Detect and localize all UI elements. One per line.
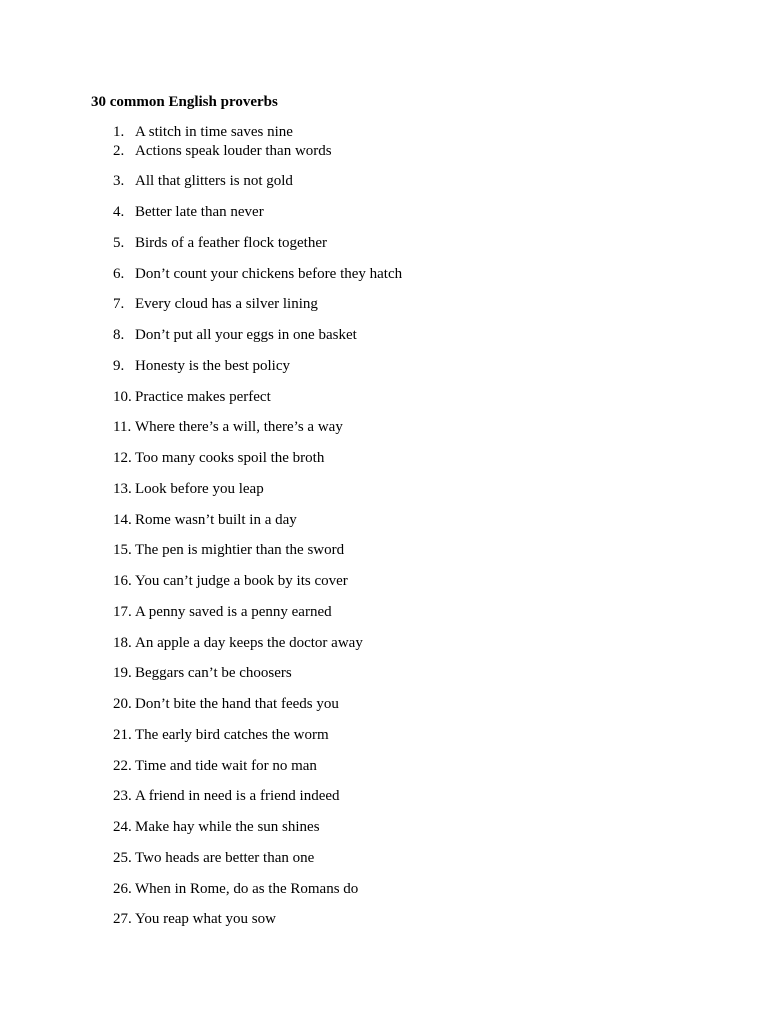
list-item-text: Too many cooks spoil the broth <box>135 450 325 466</box>
list-item-text: Better late than never <box>135 204 264 220</box>
list-item-number: 5. <box>113 235 125 251</box>
list-item-number: 19. <box>113 665 132 681</box>
list-item-number: 3. <box>113 173 125 189</box>
list-item <box>113 849 314 867</box>
list-item <box>113 265 402 283</box>
list-item-text: An apple a day keeps the doctor away <box>135 635 363 651</box>
list-item-number: 23. <box>113 788 132 804</box>
list-item-text: Rome wasn’t built in a day <box>135 512 297 528</box>
list-item-number: 22. <box>113 758 132 774</box>
list-item <box>113 388 271 406</box>
list-item <box>113 511 297 529</box>
list-item <box>113 695 339 713</box>
list-item-number: 14. <box>113 512 132 528</box>
list-item-number: 16. <box>113 573 132 589</box>
list-item-text: Where there’s a will, there’s a way <box>135 419 343 435</box>
list-item-text: Two heads are better than one <box>135 850 315 866</box>
list-item-number: 2. <box>113 143 125 159</box>
list-item <box>113 787 340 805</box>
list-item-text: Practice makes perfect <box>135 389 271 405</box>
list-item-number: 13. <box>113 481 132 497</box>
list-item-number: 8. <box>113 327 125 343</box>
list-item <box>113 757 317 775</box>
list-item-text: A penny saved is a penny earned <box>135 604 332 620</box>
list-item-text: Don’t put all your eggs in one basket <box>135 327 357 343</box>
list-item-number: 18. <box>113 635 132 651</box>
list-item-number: 10. <box>113 389 132 405</box>
list-item-number: 7. <box>113 296 125 312</box>
list-item-text: Honesty is the best policy <box>135 358 290 374</box>
list-item-text: Don’t count your chickens before they hatch <box>135 266 403 282</box>
list-item <box>113 480 264 498</box>
list-item-number: 6. <box>113 266 125 282</box>
list-item-text: Look before you leap <box>135 481 264 497</box>
list-item-text: The early bird catches the worm <box>135 727 329 743</box>
list-item-text: A friend in need is a friend indeed <box>135 788 340 804</box>
list-item-text: You can’t judge a book by its cover <box>135 573 348 589</box>
document-title: 30 common English proverbs <box>91 94 278 110</box>
list-item-number: 26. <box>113 881 132 897</box>
list-item <box>113 326 357 344</box>
list-item-number: 27. <box>113 911 132 927</box>
list-item-number: 25. <box>113 850 132 866</box>
list-item-number: 21. <box>113 727 132 743</box>
list-item <box>113 634 363 652</box>
list-item-number: 17. <box>113 604 132 620</box>
list-item-number: 15. <box>113 542 132 558</box>
list-item <box>113 603 332 621</box>
list-item-number: 4. <box>113 204 125 220</box>
list-item-text: All that glitters is not gold <box>135 173 293 189</box>
list-item <box>113 142 332 160</box>
list-item <box>113 910 276 928</box>
list-item <box>113 418 343 436</box>
list-item-number: 11. <box>113 419 132 435</box>
list-item <box>113 541 344 559</box>
list-item <box>113 172 293 190</box>
list-item-text: Actions speak louder than words <box>135 143 332 159</box>
list-item <box>113 818 320 836</box>
list-item-text: Birds of a feather flock together <box>135 235 328 251</box>
list-item <box>113 234 327 252</box>
list-item-text: The pen is mightier than the sword <box>135 542 345 558</box>
list-item-text: Beggars can’t be choosers <box>135 665 292 681</box>
list-item <box>113 664 292 682</box>
list-item-number: 12. <box>113 450 132 466</box>
list-item-text: When in Rome, do as the Romans do <box>135 881 359 897</box>
list-item <box>113 880 358 898</box>
list-item-number: 20. <box>113 696 132 712</box>
list-item-text: Don’t bite the hand that feeds you <box>135 696 339 712</box>
list-item-text: Every cloud has a silver lining <box>135 296 318 312</box>
list-item <box>113 203 264 221</box>
list-item <box>113 726 329 744</box>
list-item-text: Make hay while the sun shines <box>135 819 320 835</box>
list-item <box>113 295 318 313</box>
list-item-number: 24. <box>113 819 132 835</box>
list-item <box>113 123 293 141</box>
list-item-text: Time and tide wait for no man <box>135 758 317 774</box>
list-item <box>113 357 290 375</box>
list-item-number: 1. <box>113 124 125 140</box>
list-item <box>113 572 348 590</box>
list-item-text: A stitch in time saves nine <box>135 124 293 140</box>
list-item-text: You reap what you sow <box>135 911 276 927</box>
list-item <box>113 449 324 467</box>
list-item-number: 9. <box>113 358 125 374</box>
